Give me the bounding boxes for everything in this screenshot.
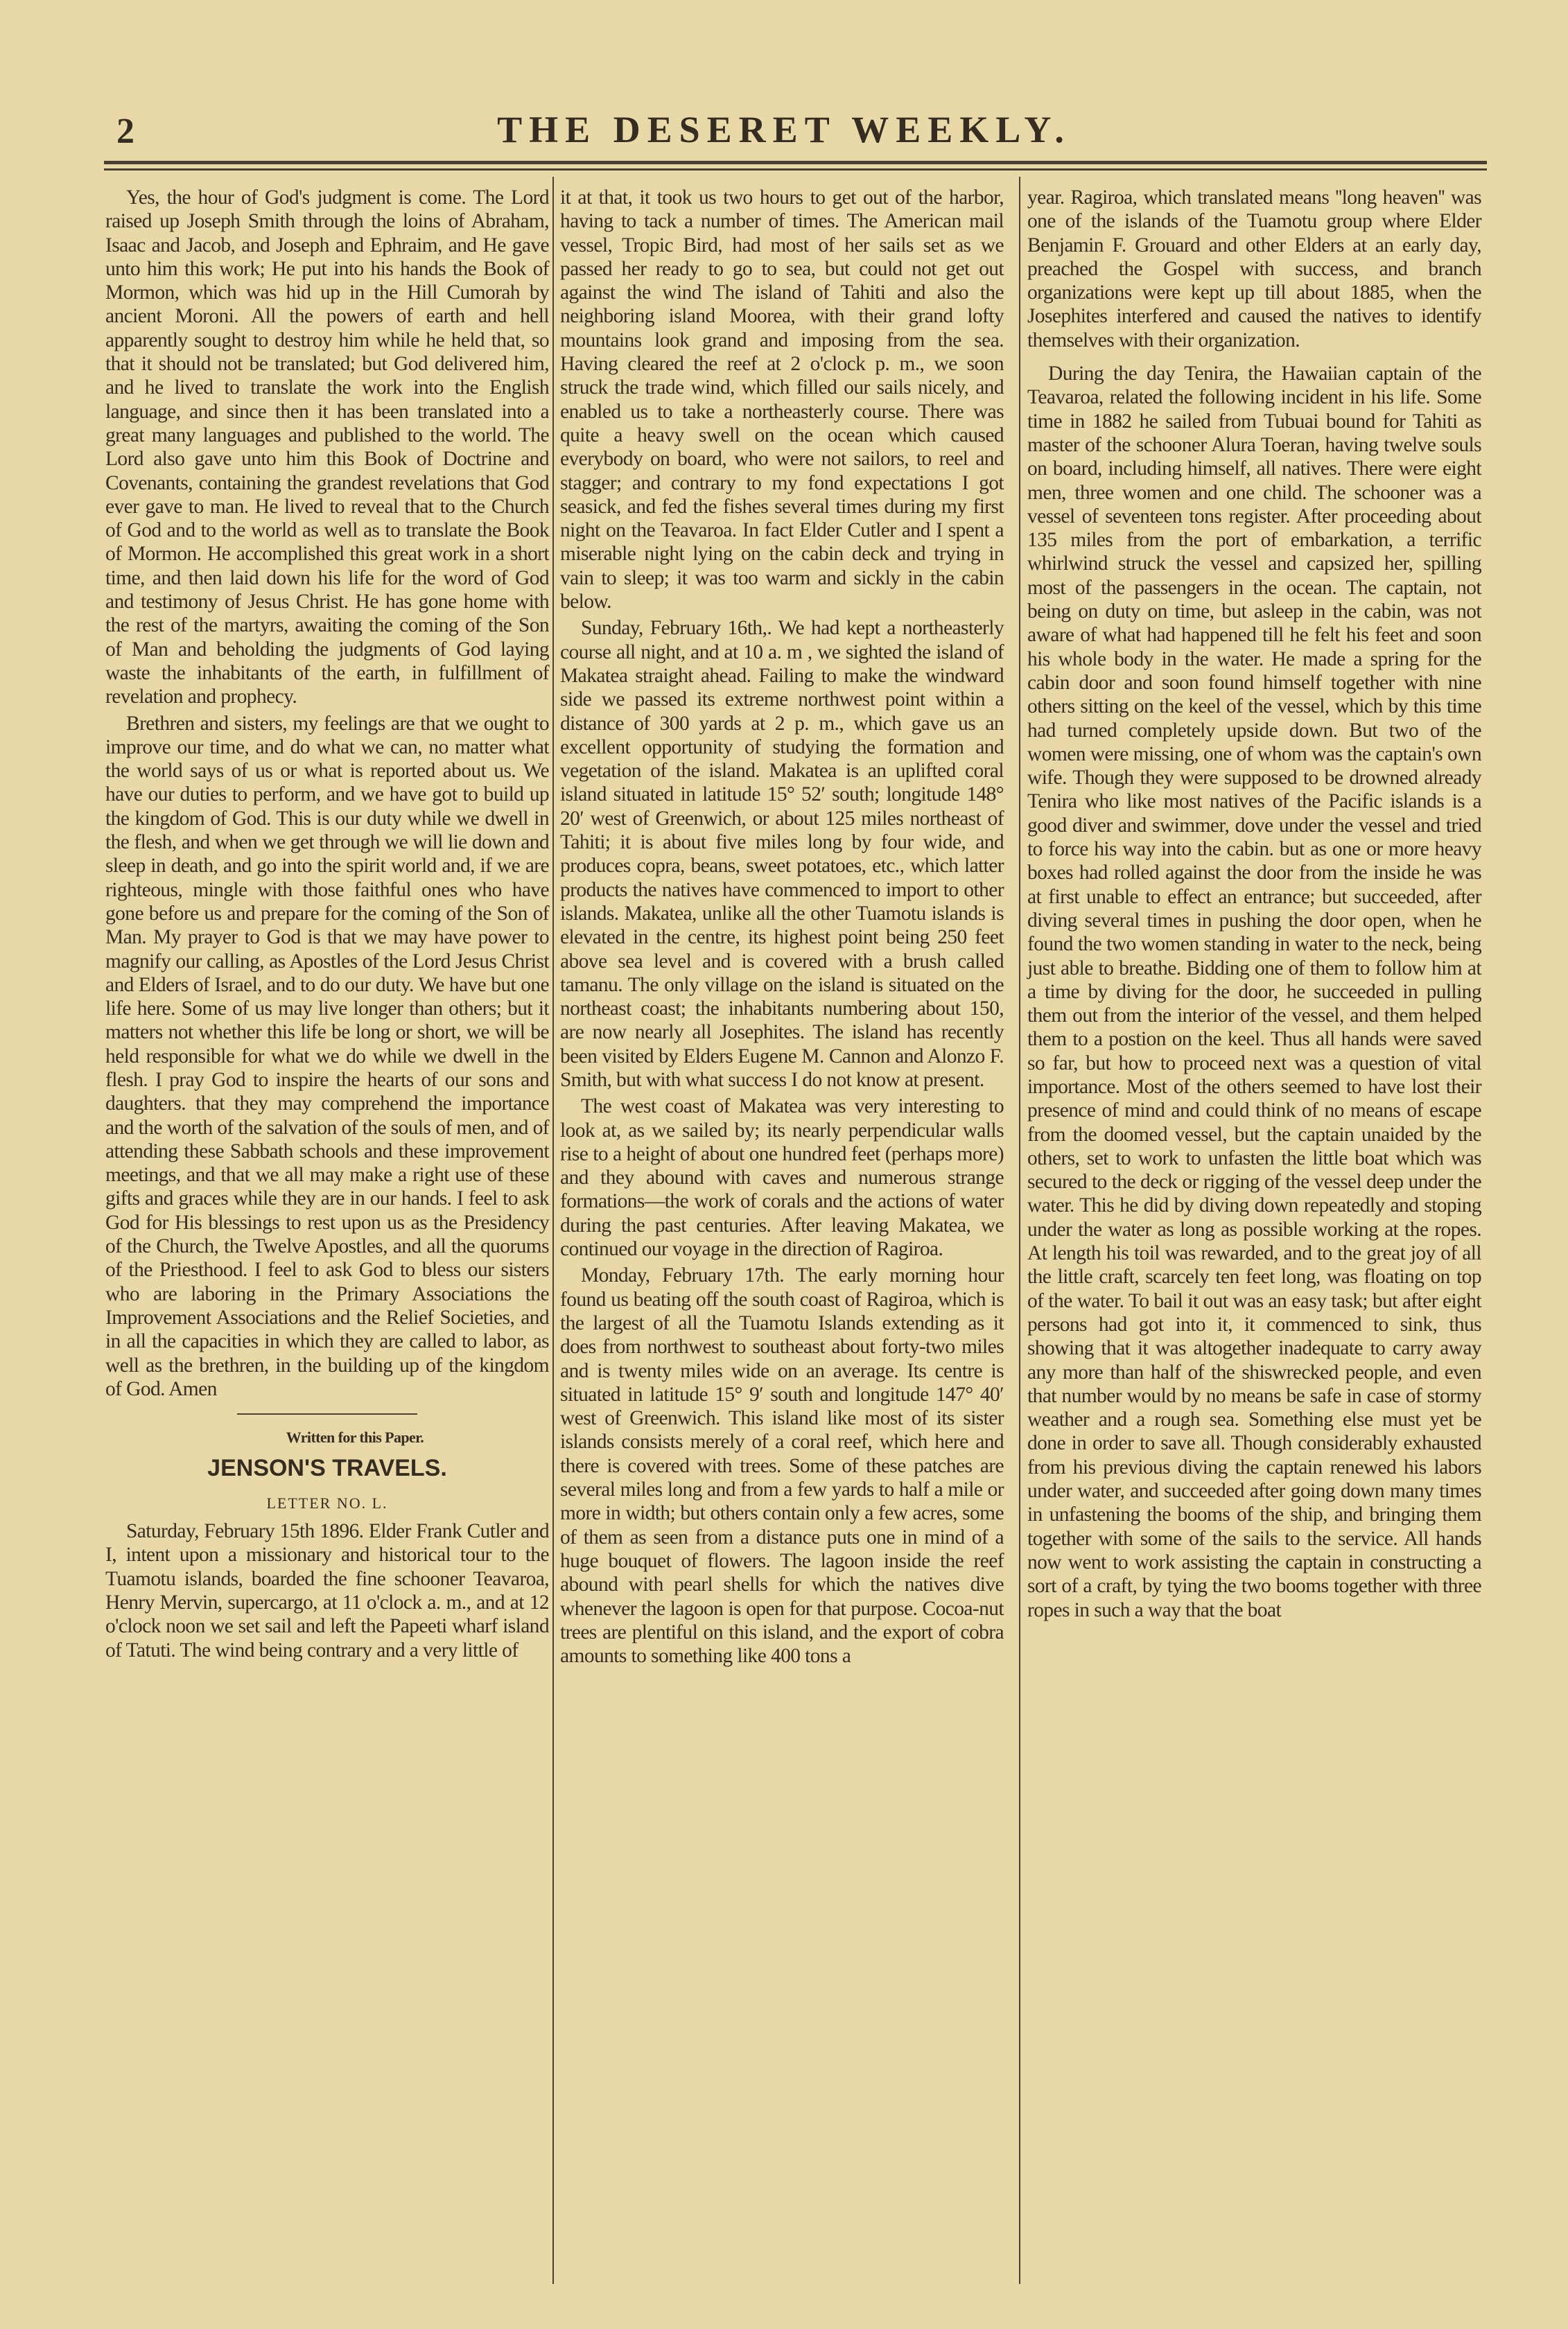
paragraph: During the day Tenira, the Hawaiian captain of the Teavaroa, related the following incident in his life. Some time in 1882 he sailed from Tubuai bound for Tahiti as master of the schooner Alura Toeran, having twelve souls on board, including himself, all natives. There were eight men, three women and one child. The schooner was a vessel of seventeen tons register. After proceeding about 135 miles from the port of embarkation, a terrific whirlwind struck the vessel and capsized her, spilling most of the passengers in the ocean. The captain, not being on duty on time, but asleep in the cabin, was not aware of what had happened till he felt his feet and soon his whole body in the water. He made a spring for the cabin door and soon found himself together with nine others sitting on the keel of the vessel, which by this time had turned completely upside down. But two of the women were missing, one of whom was the captain's own wife. Though they were supposed to be drowned already Tenira who like most natives of the Pacific islands is a good diver and swimmer, dove under the vessel and tried to force his way into the cabin. but as one or more heavy boxes had rolled against the door from the inside he was at first unable to effect an entrance; but succeeded, after diving several times in pushing the door open, when he found the two women standing in water to the neck, being just able to breathe. Bidding one of them to follow him at a time by diving for the door, he succeeded in pulling them out from the interior of the vessel, and them helped them to a postion on the keel. Thus all hands were saved so far, but how to proceed next was a question of vital importance. Most of the others seemed to have lost their presence of mind and could think of no means of escape from the doomed vessel, but the captain unaided by the others, set to work to unfasten the little boat which was secured to the deck or rigging of the vessel deep under the water. This he did by diving down repeatedly and stoping under the water as long as possible working at the ropes. At length his toil was rewarded, and to the great joy of all the little craft, scarcely ten feet long, was floating on top of the water. To bail it out was an easy task; but after eight persons had got into it, it commenced to sink, thus showing that it was altogether inadequate to carry away any more than half of the shiswrecked people, and even that number would by no means be safe in case of stormy weather and a rough sea. Something else must yet be done in order to save all. Though considerably exhausted from his previous diving the captain renewed his labors under water, and succeeded after going down many times in unfastening the booms of the ship, and bringing them together with some of the sails to the service. All hands now went to work assisting the captain in constructing a sort of a craft, by tying the two booms together with three ropes in such a way that the boat — [1027, 363, 1481, 1621]
paragraph: Saturday, February 15th 1896. Elder Frank Cutler and I, intent upon a missionary and historical tour to the Tuamotu islands, boarded the fine schooner Teavaroa, Henry Mervin, supercargo, at 11 o'clock a. m., and at 12 o'clock noon we set sail and left the Papeeti wharf island of Tatuti. The wind being contrary and a very little of — [105, 1520, 549, 1661]
paragraph: The west coast of Makatea was very interesting to look at, as we sailed by; its nearly perpendicular walls rise to a height of about one hundred feet (perhaps more) and they abound with caves and numerous strange formations—the work of corals and the actions of water during the past centuries. After leaving Makatea, we continued our voyage in the direction of Ragiroa. — [560, 1095, 1004, 1261]
column-3 — [1027, 186, 1481, 1622]
paragraph: Sunday, February 16th,. We had kept a northeasterly course all night, and at 10 a. m , we sighted the island of Makatea straight ahead. Failing to make the windward side we passed its extreme northwest point within a distance of 300 yards at 2 p. m., which gave us an excellent opportunity of studying the formation and vegetation of the island. Makatea is an uplifted coral island situated in latitude 15° 52′ south; longitude 148° 20′ west of Greenwich, or about 125 miles northeast of Tahiti; it is about five miles long by four wide, and produces copra, beans, sweet potatoes, etc., which latter products the natives have commenced to import to other islands. Makatea, unlike all the other Tuamotu islands is elevated in the centre, its highest point being 250 feet above sea level and is covered with a brush called tamanu. The only village on the island is situated on the northeast coast; the inhabitants numbering about 150, are now nearly all Josephites. The island has recently been visited by Elders Eugene M. Cannon and Alonzo F. Smith, but with what success I do not know at present. — [560, 617, 1004, 1091]
article-title: JENSON'S TRAVELS. — [207, 1455, 447, 1482]
letter-number: LETTER NO. L. — [266, 1494, 388, 1512]
page-number: 2 — [116, 112, 134, 151]
paragraph: Monday, February 17th. The early morning hour found us beating off the south coast of Ragiroa, which is the largest of all the Tuamotu Islands extending as it does from northwest to southeast about forty-two miles and is twenty miles wide on an average. Its centre is situated in latitude 15° 9′ south and longitude 147° 40′ west of Greenwich. This island like most of its sister islands consists merely of a coral reef, which here and there is covered with trees. Some of these patches are several miles long and from a few yards to half a mile or more in width; but others contain only a few acres, some of them as seen from a distance puts one in mind of a huge bouquet of flowers. The lagoon inside the reef abound with pearl shells for which the natives dive whenever the lagoon is open for that purpose. Cocoa-nut trees are plentiful on this island, and the export of cobra amounts to something like 400 tons a — [560, 1264, 1004, 1668]
column-divider — [1019, 177, 1020, 2284]
article-separator — [237, 1413, 417, 1415]
column-2 — [560, 186, 1004, 1668]
paragraph: Brethren and sisters, my feelings are that we ought to improve our time, and do what we can, no matter what the world says of us or what is reported about us. We have our duties to perform, and we have got to build up the kingdom of God. This is our duty while we dwell in the flesh, and when we get through we will lie down and sleep in death, and go into the spirit world and, if we are righteous, mingle with those faithful ones who have gone before us and prepare for the coming of the Son of Man. My prayer to God is that we may have power to magnify our calling, as Apostles of the Lord Jesus Christ and Elders of Israel, and to do our duty. We have but one life here. Some of us may live longer than others; but it matters not whether this life be long or short, we will be held responsible for what we do while we dwell in the flesh. I pray God to inspire the hearts of our sons and daughters. that they may comprehend the importance and the worth of the salvation of the souls of men, and of attending these Sabbath schools and these improvement meetings, and that we all may make a right use of these gifts and graces while they are in our hands. I feel to ask God for His blessings to rest upon us as the Presidency of the Church, the Twelve Apostles, and all the quorums of the Priesthood. I feel to ask God to bless our sisters who are laboring in the Primary Associations the Improvement Associations and the Relief Societies, and in all the capacities in which they are called to labor, as well as the brethren, in the building up of the kingdom of God. Amen — [105, 712, 549, 1400]
column-1 — [105, 186, 549, 1662]
column-divider — [552, 177, 554, 2284]
byline-note: Written for this Paper. — [286, 1429, 424, 1447]
paragraph: year. Ragiroa, which translated means ''long heaven'' was one of the islands of the Tuamotu group where Elder Benjamin F. Grouard and other Elders at an early day, preached the Gospel with success, and branch organizations were kept up till about 1885, when the Josephites interfered and caused the natives to identify themselves with their organization. — [1027, 186, 1481, 351]
header-rule-thin — [104, 168, 1487, 171]
header-rule — [104, 161, 1487, 164]
paragraph: Yes, the hour of God's judgment is come. The Lord raised up Joseph Smith through the loins of Abraham, Isaac and Jacob, and Joseph and Ephraim, and He gave unto him this work; He put into his hands the Book of Mormon, which was hid up in the Hill Cumorah by ancient Moroni. All the powers of earth and hell apparently sought to destroy him while he held that, so that it should not be translated; but God delivered him, and he lived to translate the work into the English language, and since then it has been translated into a great many languages and published to the world. The Lord also gave unto him this Book of Doctrine and Covenants, containing the grandest revelations that God ever gave to man. He lived to reveal that to the Church of God and to the world as well as to translate the Book of Mormon. He accomplished this great work in a short time, and then laid down his life for the word of God and testimony of Jesus Christ. He has gone home with the rest of the martyrs, awaiting the coming of the Son of Man and beholding the judgments of God laying waste the inhabitants of the earth, in fulfillment of revelation and prophecy. — [105, 186, 549, 708]
masthead-title: THE DESERET WEEKLY. — [497, 109, 1071, 150]
paragraph: it at that, it took us two hours to get out of the harbor, having to tack a number of times. The American mail vessel, Tropic Bird, had most of her sails set as we passed her ready to go to sea, but could not get out against the wind The island of Tahiti and also the neighboring island Moorea, with their grand lofty mountains look grand and imposing from the sea. Having cleared the reef at 2 o'clock p. m., we soon struck the trade wind, which filled our sails nicely, and enabled us to take a northeasterly course. There was quite a heavy swell on the ocean which caused everybody on board, who were not sailors, to reel and stagger; and contrary to my fond expectations I got seasick, and fed the fishes several times during my first night on the Teavaroa. In fact Elder Cutler and I spent a miserable night lying on the cabin deck and trying in vain to sleep; it was too warm and sickly in the cabin below. — [560, 186, 1004, 613]
